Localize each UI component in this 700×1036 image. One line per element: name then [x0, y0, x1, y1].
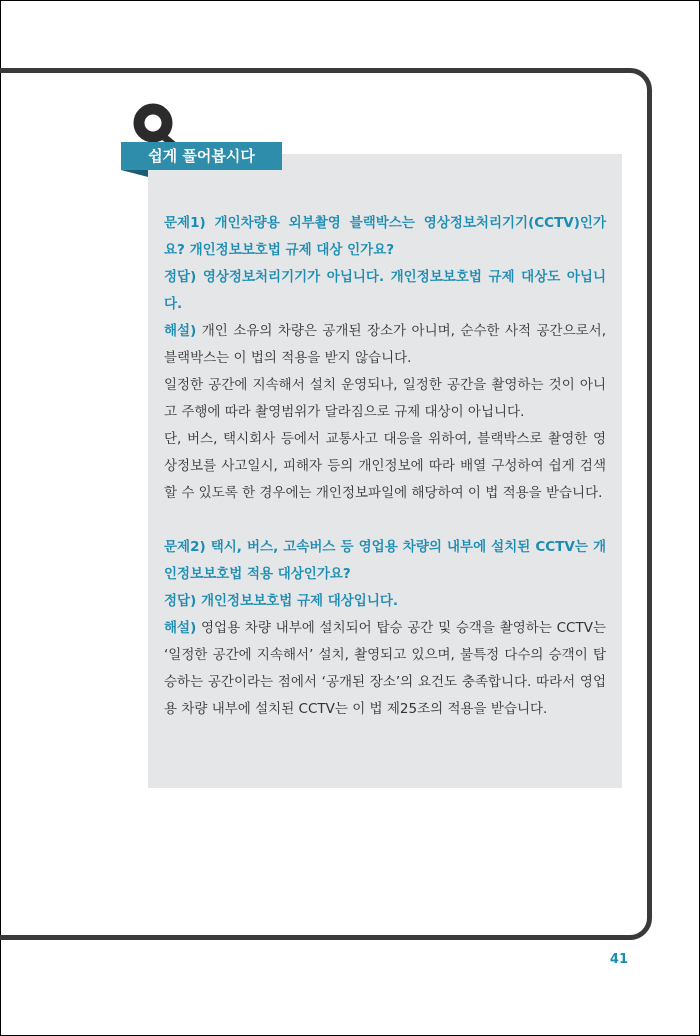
- explanation-label: 해설): [164, 620, 197, 636]
- question-2: 문제2) 택시, 버스, 고속버스 등 영업용 차량의 내부에 설치된 CCTV는 개인정보보호법 적용 대상인가요?: [164, 539, 606, 582]
- explanation-1: [164, 318, 606, 372]
- spacer: [164, 507, 606, 534]
- question-1: 문제1) 개인차량용 외부촬영 블랙박스는 영상정보처리기기(CCTV)인가요? 개인정보보호법 규제 대상 인가요?: [164, 215, 606, 258]
- section-label: 쉽게 풀어봅시다: [121, 142, 282, 170]
- explanation-1-paragraph: 단, 버스, 택시회사 등에서 교통사고 대응을 위하여, 블랙박스로 촬영한 영상정보를 사고일시, 피해자 등의 개인정보에 따라 배열 구성하여 쉽게 검색할 수 있도록 한 경우에는 개인정보파일에 해당하여 이 법 적용을 받습니다.: [164, 431, 606, 501]
- explanation-1-paragraph: 일정한 공간에 지속해서 설치 운영되나, 일정한 공간을 촬영하는 것이 아니고 주행에 따라 촬영범위가 달라짐으로 규제 대상이 아닙니다.: [164, 377, 606, 420]
- explanation-text: 영업용 차량 내부에 설치되어 탑승 공간 및 승객을 촬영하는 CCTV는 ‘일정한 공간에 지속해서’ 설치, 촬영되고 있으며, 불특정 다수의 승객이 탑승하는 공간이라는 점에서 ‘공개된 장소’의 요건도 충족합니다. 따라서 영업용 차량 내부에 설치된 CCTV는 이 법 제25조의 적용을 받습니다.: [164, 620, 606, 717]
- label-fold: [121, 170, 148, 177]
- explanation-text: 개인 소유의 차량은 공개된 장소가 아니며, 순수한 사적 공간으로서, 블랙박스는 이 법의 적용을 받지 않습니다.: [164, 323, 606, 366]
- page-number: 41: [609, 952, 628, 967]
- explanation-label: 해설): [164, 323, 197, 339]
- qa-content: [164, 210, 606, 723]
- answer-1: 정답) 영상정보처리기기가 아닙니다. 개인정보보호법 규제 대상도 아닙니다.: [164, 269, 606, 312]
- answer-2: 정답) 개인정보보호법 규제 대상입니다.: [164, 593, 399, 609]
- explanation-2: [164, 615, 606, 723]
